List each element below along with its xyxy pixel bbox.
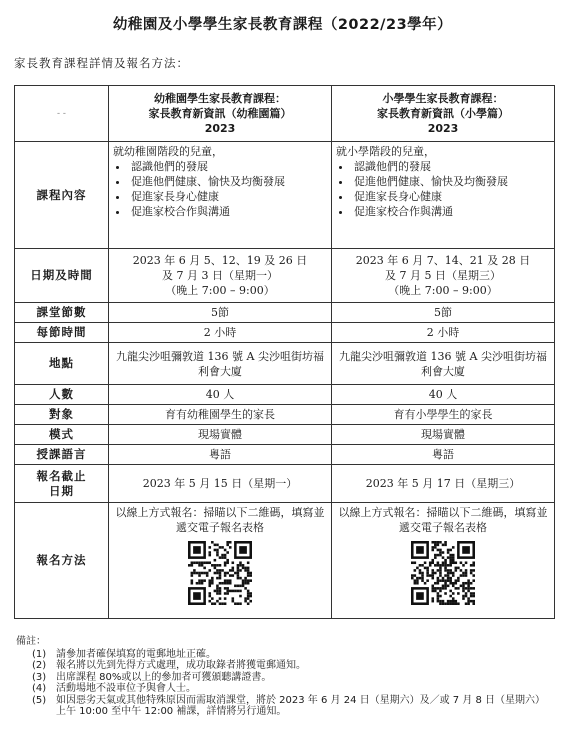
note-number: (1) bbox=[32, 648, 47, 660]
venue-kindergarten: 九龍尖沙咀彌敦道 136 號 A 尖沙咀街坊福利會大廈 bbox=[109, 343, 332, 385]
table-row-deadline bbox=[15, 465, 555, 503]
row-label: 模式 bbox=[15, 425, 109, 445]
list-item: • 認識他們的發展 bbox=[352, 159, 550, 174]
note-item bbox=[16, 695, 551, 718]
row-label: 每節時間 bbox=[15, 323, 109, 343]
table-row-target bbox=[15, 405, 555, 425]
datetime-kindergarten bbox=[109, 249, 332, 303]
list-item: • 促進家校合作與溝通 bbox=[352, 204, 550, 219]
list-item: • 促進家校合作與溝通 bbox=[129, 204, 327, 219]
date-line: 及 7 月 3 日（星期一） bbox=[162, 269, 278, 282]
mode-kindergarten: 現場實體 bbox=[109, 425, 332, 445]
notes-section bbox=[16, 636, 551, 718]
row-label: 日期及時間 bbox=[15, 249, 109, 303]
time-line: （晚上 7:00 – 9:00） bbox=[388, 284, 498, 297]
list-item: • 促進他們健康、愉快及均衡發展 bbox=[129, 174, 327, 189]
date-line: 2023 年 6 月 5、12、19 及 26 日 bbox=[132, 254, 308, 267]
table-row-content bbox=[15, 142, 555, 249]
venue-primary: 九龍尖沙咀彌敦道 136 號 A 尖沙咀街坊福利會大廈 bbox=[332, 343, 555, 385]
row-label: 授課語言 bbox=[15, 445, 109, 465]
note-text: 報名將以先到先得方式處理，成功取錄者將獲電郵通知。 bbox=[56, 660, 306, 671]
date-line: 及 7 月 5 日（星期三） bbox=[385, 269, 501, 282]
language-primary: 粵語 bbox=[332, 445, 555, 465]
notes-label: 備註： bbox=[16, 636, 46, 647]
qr-code-icon[interactable] bbox=[188, 541, 252, 605]
capacity-kindergarten: 40 人 bbox=[109, 385, 332, 405]
deadline-kindergarten: 2023 年 5 月 15 日（星期一） bbox=[109, 465, 332, 503]
note-text: 出席課程 80%或以上的參加者可獲頒聽講證書。 bbox=[56, 671, 272, 683]
row-label: 地點 bbox=[15, 343, 109, 385]
header-line: 幼稚園學生家長教育課程： bbox=[154, 92, 286, 105]
target-primary: 育有小學學生的家長 bbox=[332, 405, 555, 425]
row-label-line: 報名截止 bbox=[36, 468, 87, 483]
table-row-venue bbox=[15, 343, 555, 385]
note-item bbox=[16, 672, 551, 684]
table-header-row bbox=[15, 86, 555, 142]
language-kindergarten: 粵語 bbox=[109, 445, 332, 465]
sessions-kindergarten: 5節 bbox=[109, 303, 332, 323]
list-item: • 促進家長身心健康 bbox=[129, 189, 327, 204]
note-text: 活動場地不設車位予與會人士。 bbox=[56, 683, 196, 694]
header-year: 2023 bbox=[204, 122, 236, 135]
row-label: 人數 bbox=[15, 385, 109, 405]
corner-cell bbox=[15, 86, 109, 142]
header-year: 2023 bbox=[427, 122, 459, 135]
list-item: • 認識他們的發展 bbox=[129, 159, 327, 174]
registration-primary bbox=[332, 503, 555, 619]
note-number: (5) bbox=[32, 694, 47, 706]
content-primary bbox=[332, 142, 555, 249]
content-intro: 就幼稚園階段的兒童， bbox=[113, 145, 223, 158]
row-label: 課程內容 bbox=[15, 142, 109, 249]
row-label: 課堂節數 bbox=[15, 303, 109, 323]
table-row-capacity bbox=[15, 385, 555, 405]
header-primary bbox=[332, 86, 555, 142]
content-intro: 就小學階段的兒童， bbox=[336, 145, 435, 158]
table-row-duration bbox=[15, 323, 555, 343]
note-item bbox=[16, 683, 551, 695]
capacity-primary: 40 人 bbox=[332, 385, 555, 405]
target-kindergarten: 育有幼稚園學生的家長 bbox=[109, 405, 332, 425]
header-line: 家長教育新資訊（幼稚園篇） bbox=[148, 107, 292, 120]
date-line: 2023 年 6 月 7、14、21 及 28 日 bbox=[355, 254, 531, 267]
registration-kindergarten bbox=[109, 503, 332, 619]
corner-mark: - - bbox=[57, 109, 66, 119]
mode-primary: 現場實體 bbox=[332, 425, 555, 445]
row-label-line: 日期 bbox=[49, 483, 74, 498]
note-number: (3) bbox=[32, 671, 47, 683]
note-text: 如因惡劣天氣或其他特殊原因而需取消課堂，將於 2023 年 6 月 24 日（星期六）及／或 7 月 8 日（星期六）上午 10:00 至中午 12:00 補課，詳情將另行通知。 bbox=[56, 694, 546, 717]
note-number: (4) bbox=[32, 683, 47, 694]
note-item bbox=[16, 660, 551, 672]
note-text: 請參加者確保填寫的電郵地址正確。 bbox=[56, 648, 216, 660]
content-kindergarten bbox=[109, 142, 332, 249]
note-item bbox=[16, 649, 551, 661]
sessions-primary: 5節 bbox=[332, 303, 555, 323]
list-item: • 促進家長身心健康 bbox=[352, 189, 550, 204]
row-label: 報名方法 bbox=[15, 503, 109, 619]
registration-text: 以線上方式報名：掃瞄以下二維碼，填寫並遞交電子報名表格 bbox=[338, 506, 548, 534]
row-label-deadline bbox=[15, 465, 109, 503]
table-row-language bbox=[15, 445, 555, 465]
course-table bbox=[14, 85, 555, 619]
duration-kindergarten: 2 小時 bbox=[109, 323, 332, 343]
header-line: 小學學生家長教育課程： bbox=[382, 92, 504, 105]
registration-text: 以線上方式報名：掃瞄以下二維碼，填寫並遞交電子報名表格 bbox=[115, 506, 325, 534]
list-item: • 促進他們健康、愉快及均衡發展 bbox=[352, 174, 550, 189]
table-row-mode bbox=[15, 425, 555, 445]
duration-primary: 2 小時 bbox=[332, 323, 555, 343]
deadline-primary: 2023 年 5 月 17 日（星期三） bbox=[332, 465, 555, 503]
page-title: 幼稚園及小學學生家長教育課程（2022/23學年） bbox=[112, 17, 453, 33]
note-number: (2) bbox=[32, 660, 47, 671]
time-line: （晚上 7:00 – 9:00） bbox=[165, 284, 275, 297]
qr-code-icon[interactable] bbox=[411, 541, 475, 605]
table-row-sessions bbox=[15, 303, 555, 323]
table-row-datetime bbox=[15, 249, 555, 303]
table-row-registration bbox=[15, 503, 555, 619]
header-line: 家長教育新資訊（小學篇） bbox=[377, 107, 509, 120]
header-kindergarten bbox=[109, 86, 332, 142]
section-subtitle: 家長教育課程詳情及報名方法： bbox=[14, 56, 189, 70]
row-label: 對象 bbox=[15, 405, 109, 425]
datetime-primary bbox=[332, 249, 555, 303]
